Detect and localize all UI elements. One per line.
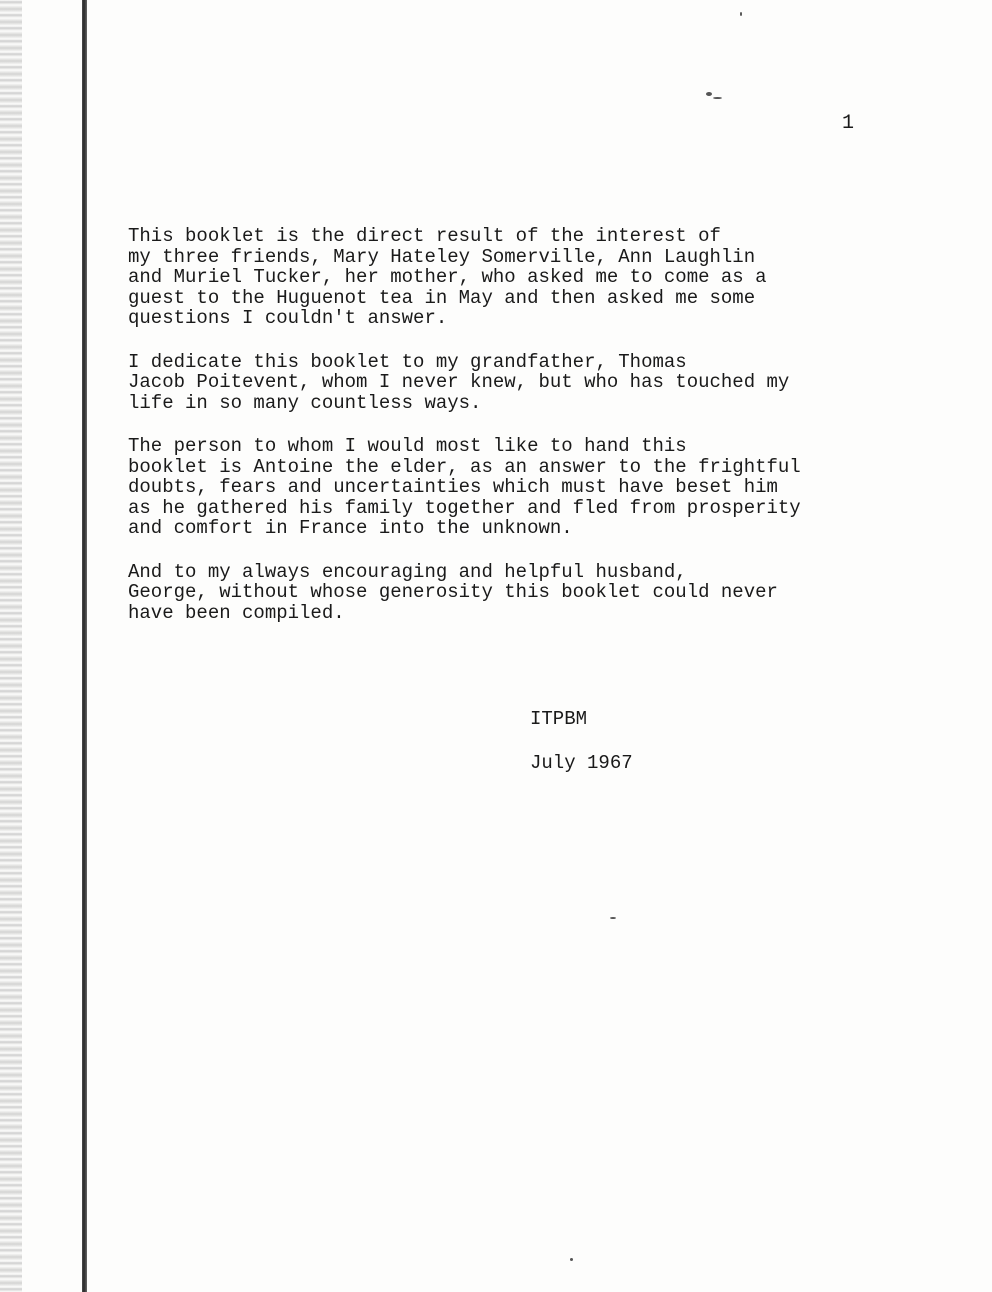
paragraph-dedication-grandfather: I dedicate this booklet to my grandfather, Thomas Jacob Poitevent, whom I never knew, but who has touched my life in so many countless ways.: [128, 350, 790, 414]
scan-speck: [570, 1258, 573, 1261]
signature-initials: ITPBM: [530, 708, 588, 730]
binding-edge-shadow: [0, 0, 22, 1292]
body-text: [128, 226, 858, 646]
scan-speck: [740, 12, 742, 16]
paragraph-antoine: The person to whom I would most like to hand this booklet is Antoine the elder, as an answer to the frightful doubts, fears and uncertainties which must have beset him as he gathered his family together and fled from prosperity and comfort in France into the unknown.: [128, 435, 801, 539]
paragraph-acknowledgement: This booklet is the direct result of the interest of my three friends, Mary Hateley Somerville, Ann Laughlin and Muriel Tucker, her mother, who asked me to come as a guest to the Huguenot tea in May and then asked me some questions I couldn't answer.: [128, 225, 767, 329]
page-number: 1: [842, 112, 855, 135]
scan-speck: [610, 917, 616, 919]
scan-speck: [713, 97, 722, 99]
scan-speck: [706, 92, 712, 96]
binding-line: [82, 0, 87, 1292]
date-line: July 1967: [530, 752, 633, 774]
paragraph-husband: And to my always encouraging and helpful husband, George, without whose generosity this booklet could never have been compiled.: [128, 560, 778, 624]
